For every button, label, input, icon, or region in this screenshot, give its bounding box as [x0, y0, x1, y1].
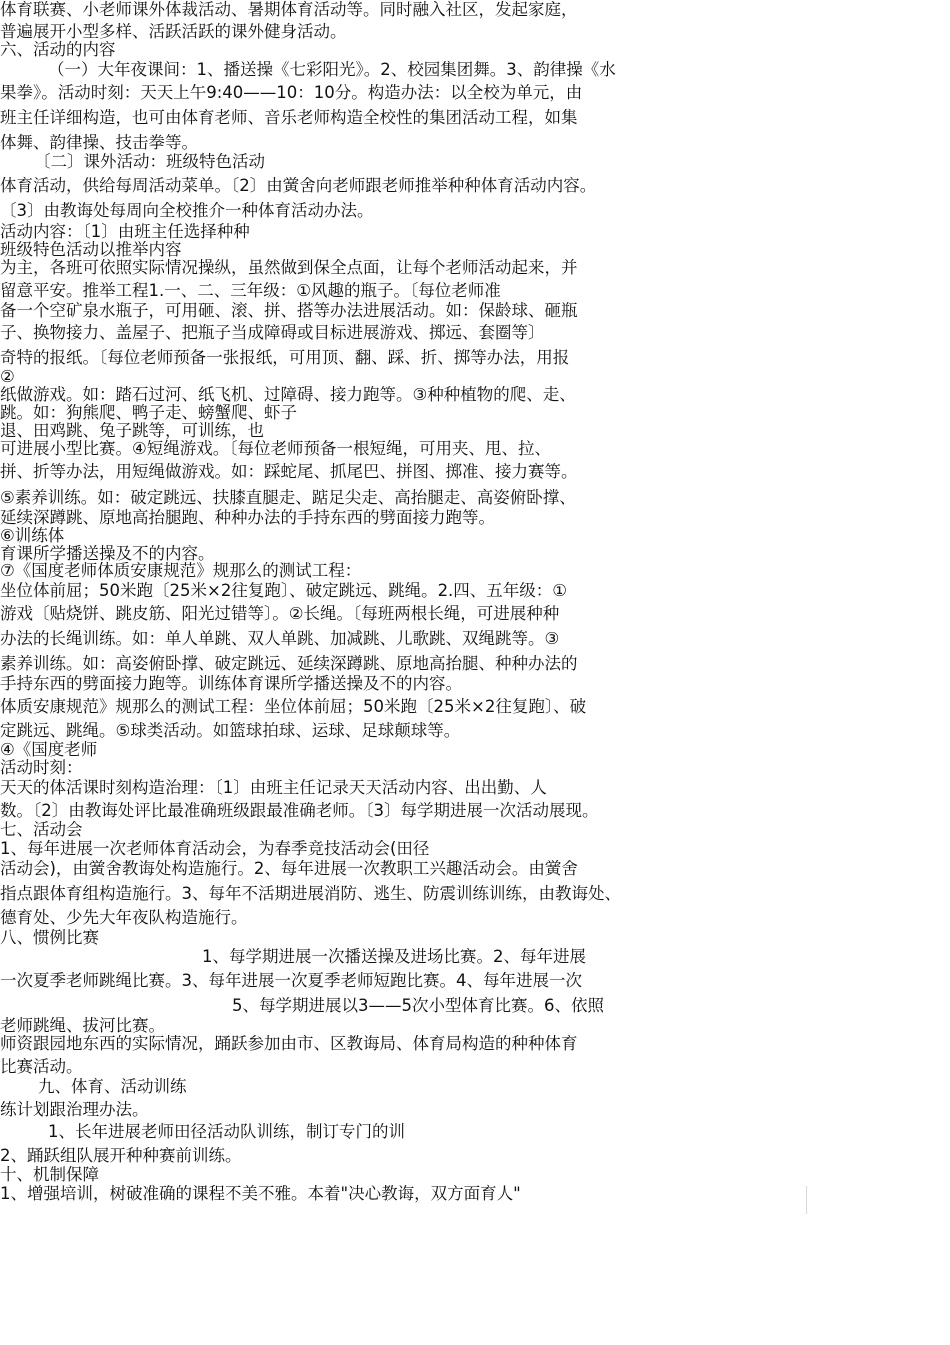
text-line: 为主，各班可依照实际情况操纵，虽然做到保全点面，让每个老师活动起来，并 — [0, 258, 578, 277]
text-line: 办法的长绳训练。如：单人单跳、双人单跳、加减跳、儿歌跳、双绳跳等。③ — [0, 629, 560, 648]
text-line: 体育活动，供给每周活动菜单。〔2〕由黉舍向老师跟老师推举种种体育活动内容。 — [0, 176, 597, 195]
text-line: 育课所学播送操及不的内容。 — [0, 544, 215, 563]
text-line: 一次夏季老师跳绳比赛。3、每年进展一次夏季老师短跑比赛。4、每年进展一次 — [0, 971, 582, 990]
text-line: 游戏〔贴烧饼、跳皮筋、阳光过错等〕。②长绳。〔每班两根长绳，可进展种种 — [0, 604, 560, 623]
text-line: 跳。如：狗熊爬、鸭子走、螃蟹爬、虾子 — [0, 403, 297, 422]
section-heading: 九、体育、活动训练 — [38, 1077, 187, 1096]
text-line: 拼、折等办法，用短绳做游戏。如：踩蛇尾、抓尾巴、拼图、掷准、接力赛等。 — [0, 462, 578, 481]
text-line: 体育联赛、小老师课外体裁活动、暑期体育活动等。同时融入社区，发起家庭， — [0, 0, 578, 19]
text-line: 奇特的报纸。〔每位老师预备一张报纸，可用顶、翻、踩、折、掷等办法，用报 — [0, 348, 570, 367]
text-line: ⑦《国度老师体质安康规范》规那么的测试工程： — [0, 561, 362, 580]
text-line: 体质安康规范》规那么的测试工程：坐位体前屈；50米跑〔25米×2往复跑〕、破 — [0, 697, 587, 716]
text-line: 普遍展开小型多样、活跃活跃的课外健身活动。 — [0, 22, 347, 41]
text-line: 手持东西的劈面接力跑等。训练体育课所学播送操及不的内容。 — [0, 674, 462, 693]
text-line: 德育处、少先大年夜队构造施行。 — [0, 908, 248, 927]
text-line: 活动时刻： — [0, 758, 83, 777]
text-line: 素养训练。如：高姿俯卧撑、破定跳远、延续深蹲跳、原地高抬腿、种种办法的 — [0, 654, 578, 673]
text-line: 可进展小型比赛。④短绳游戏。〔每位老师预备一根短绳，可用夹、甩、拉、 — [0, 439, 552, 458]
text-line: 纸做游戏。如：踏石过河、纸飞机、过障碍、接力跑等。③种种植物的爬、走、 — [0, 385, 576, 404]
subsection-heading: 〔二〕课外活动：班级特色活动 — [34, 152, 265, 171]
text-line: 天天的体活课时刻构造治理：〔1〕由班主任记录天天活动内容、出出勤、人 — [0, 778, 547, 797]
section-heading: 十、机制保障 — [0, 1165, 99, 1184]
text-line: 数。〔2〕由教诲处评比最准确班级跟最准确老师。〔3〕每学期进展一次活动展现。 — [0, 801, 599, 820]
text-line: 留意平安。推举工程1.一、二、三年级：①风趣的瓶子。〔每位老师准 — [0, 281, 501, 300]
text-line: 班级特色活动以推举内容 — [0, 240, 182, 259]
text-line: ④《国度老师 — [0, 740, 98, 759]
text-line: 2、踊跃组队展开种种赛前训练。 — [0, 1146, 242, 1165]
text-line: 活动会)，由黉舍教诲处构造施行。2、每年进展一次教职工兴趣活动会。由黉舍 — [0, 859, 578, 878]
text-line: 5、每学期进展以3——5次小型体育比赛。6、依照 — [232, 996, 604, 1015]
text-line: 延续深蹲跳、原地高抬腿跑、种种办法的手持东西的劈面接力跑等。 — [0, 508, 495, 527]
text-line: 〔3〕由教诲处每周向全校推介一种体育活动办法。 — [0, 201, 374, 220]
text-line: 1、每学期进展一次播送操及进场比赛。2、每年进展 — [202, 947, 586, 966]
text-line: ② — [0, 367, 15, 386]
text-line: 1、增强培训，树破准确的课程不美不雅。本着"决心教诲，双方面育人" — [0, 1184, 521, 1203]
text-line: 1、每年进展一次老师体育活动会，为春季竞技活动会(田径 — [0, 839, 430, 858]
text-line: 体舞、韵律操、技击拳等。 — [0, 133, 198, 152]
text-line: （一）大年夜课间：1、播送操《七彩阳光》。2、校园集团舞。3、韵律操《水 — [48, 60, 616, 79]
margin-divider — [806, 1186, 807, 1214]
text-line: ⑤素养训练。如：破定跳远、扶膝直腿走、踮足尖走、高抬腿走、高姿俯卧撑、 — [0, 488, 576, 507]
text-line: 练计划跟治理办法。 — [0, 1100, 149, 1119]
text-line: ⑥训练体 — [0, 526, 65, 545]
text-line: 果拳》。活动时刻：天天上午9:40——10：10分。构造办法：以全校为单元，由 — [0, 83, 583, 102]
text-line: 子、换物接力、盖屋子、把瓶子当成障碍或目标进展游戏、掷远、套圈等〕 — [0, 323, 545, 342]
text-line: 坐位体前屈；50米跑〔25米×2往复跑〕、破定跳远、跳绳。2.四、五年级：① — [0, 581, 568, 600]
text-line: 班主任详细构造，也可由体育老师、音乐老师构造全校性的集团活动工程，如集 — [0, 108, 578, 127]
text-line: 师资跟园地东西的实际情况，踊跃参加由市、区教诲局、体育局构造的种种体育 — [0, 1034, 578, 1053]
section-heading: 六、活动的内容 — [0, 40, 116, 59]
text-line: 指点跟体育组构造施行。3、每年不活期进展消防、逃生、防震训练训练，由教诲处、 — [0, 884, 621, 903]
text-line: 定跳远、跳绳。⑤球类活动。如篮球拍球、运球、足球颠球等。 — [0, 721, 461, 740]
text-line: 备一个空矿泉水瓶子，可用砸、滚、拼、搭等办法进展活动。如：保龄球、砸瓶 — [0, 301, 578, 320]
section-heading: 八、惯例比赛 — [0, 928, 99, 947]
text-line: 活动内容：〔1〕由班主任选择种种 — [0, 222, 250, 241]
text-line: 比赛活动。 — [0, 1057, 83, 1076]
section-heading: 七、活动会 — [0, 820, 83, 839]
text-line: 老师跳绳、拔河比赛。 — [0, 1016, 165, 1035]
text-line: 退、田鸡跳、兔子跳等，可训练，也 — [0, 421, 264, 440]
text-line: 1、长年进展老师田径活动队训练，制订专门的训 — [48, 1122, 405, 1141]
